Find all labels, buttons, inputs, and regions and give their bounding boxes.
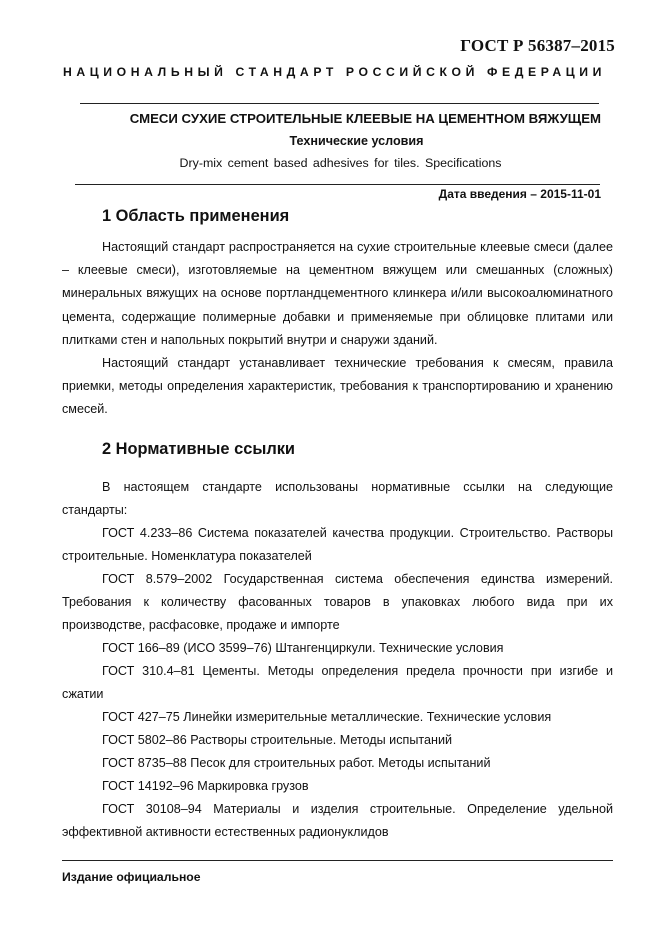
reference-item (62, 798, 613, 844)
paragraph-text: В настоящем стандарте использованы нормативные ссылки на следующие стандарты: (62, 480, 613, 518)
paragraph-text: Настоящий стандарт устанавливает технические требования к смесям, правила приемки, методы определения характеристик, требования к транспортированию и хранению смесей. (62, 356, 613, 417)
english-title: Dry-mix cement based adhesives for tiles. Specifications (179, 156, 502, 170)
reference-item (62, 568, 613, 638)
reference-text: ГОСТ 4.233–86 Система показателей качества продукции. Строительство. Растворы строительные. Номенклатура показателей (62, 526, 613, 564)
header-divider (80, 103, 599, 104)
footer-divider (62, 860, 613, 861)
reference-text: ГОСТ 5802–86 Растворы строительные. Методы испытаний (102, 733, 453, 747)
section-2-intro (62, 476, 613, 522)
reference-item (62, 522, 613, 568)
reference-text: ГОСТ 8735–88 Песок для строительных работ. Методы испытаний (102, 756, 491, 770)
document-subtitle: Технические условия (289, 134, 424, 148)
introduction-date: Дата введения – 2015-11-01 (438, 187, 601, 201)
reference-item (62, 660, 613, 706)
paragraph-text: Настоящий стандарт распространяется на сухие строительные клеевые смеси (далее – клеевые смеси), изготовляемые на цементном вяжущем или смешанных (сложных) минеральных вяжущих на основе портландцементного клинкера и/или высокоалюминатного цемента, содержащие полимерные добавки и применяемые при облицовке плитами или плитками стен и напольных покрытий внутри и снаружи зданий. (62, 240, 613, 347)
reference-text: ГОСТ 427–75 Линейки измерительные металлические. Технические условия (102, 710, 552, 724)
section-1-heading: 1 Область применения (102, 207, 290, 225)
reference-item (62, 706, 613, 729)
reference-text: ГОСТ 30108–94 Материалы и изделия строительные. Определение удельной эффективной активности естественных радионуклидов (62, 802, 613, 840)
official-edition-label: Издание официальное (62, 870, 201, 884)
section-1-paragraph (62, 352, 613, 422)
reference-item (62, 775, 613, 798)
document-title: СМЕСИ СУХИЕ СТРОИТЕЛЬНЫЕ КЛЕЕВЫЕ НА ЦЕМЕНТНОМ ВЯЖУЩЕМ (129, 111, 601, 126)
section-1-paragraph (62, 236, 613, 352)
reference-item (62, 637, 613, 660)
reference-item (62, 752, 613, 775)
national-standard-header: НАЦИОНАЛЬНЫЙ СТАНДАРТ РОССИЙСКОЙ ФЕДЕРАЦИИ (62, 65, 606, 79)
reference-text: ГОСТ 8.579–2002 Государственная система обеспечения единства измерений. Требования к количеству фасованных товаров в упаковках любого вида при их производстве, расфасовке, продаже и импорте (62, 572, 613, 633)
reference-text: ГОСТ 310.4–81 Цементы. Методы определения предела прочности при изгибе и сжатии (62, 664, 613, 702)
gost-number: ГОСТ Р 56387–2015 (460, 36, 615, 55)
section-2-heading: 2 Нормативные ссылки (102, 440, 296, 458)
title-divider (75, 184, 600, 185)
reference-item (62, 729, 613, 752)
reference-text: ГОСТ 166–89 (ИСО 3599–76) Штангенциркули. Технические условия (102, 641, 504, 655)
reference-text: ГОСТ 14192–96 Маркировка грузов (102, 779, 309, 793)
